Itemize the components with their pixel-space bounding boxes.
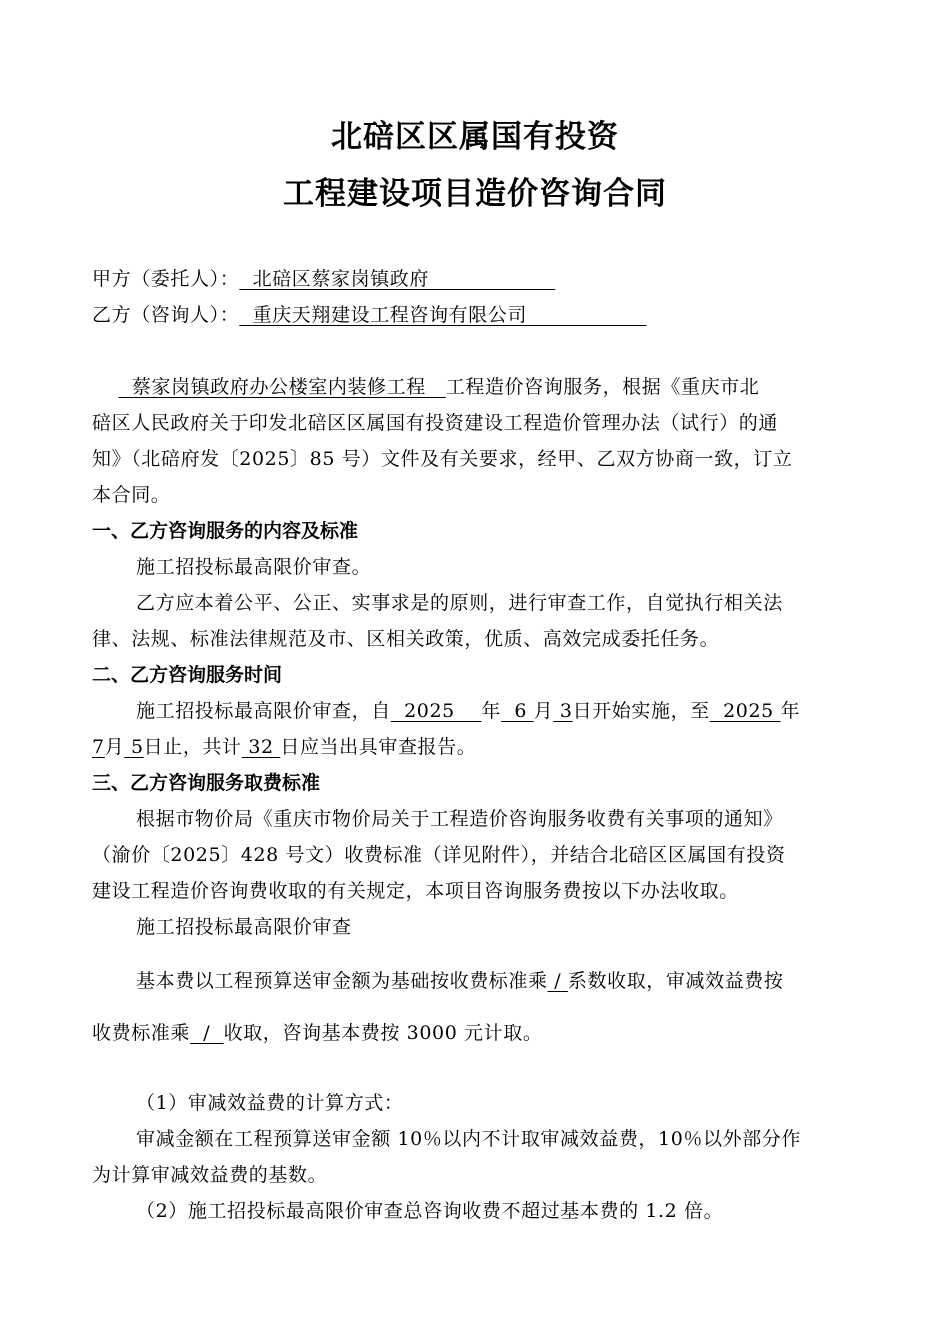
intro-line-1: 蔡家岗镇政府办公楼室内装修工程 工程造价咨询服务，根据《重庆市北 [92, 374, 892, 400]
end-year: 2025 [723, 700, 774, 722]
end-month: 7 [92, 736, 105, 758]
section-2-line-1: 施工招投标最高限价审查，自 2025 年 6 月 3日开始实施，至 2025 年 [136, 700, 801, 722]
coefficient-1: / [554, 970, 562, 992]
title-line-1: 北碚区区属国有投资 [331, 119, 619, 155]
party-a-value: 北碚区蔡家岗镇政府 [252, 268, 429, 290]
intro-line-3: 知》（北碚府发〔2025〕85 号）文件及有关要求，经甲、乙双方协商一致，订立 [92, 448, 793, 470]
coefficient-2: / [203, 1022, 211, 1044]
section-2-line-2: 7月 5日止，共计 32 日应当出具审查报告。 [92, 736, 477, 758]
section-3-p4: 收费标准乘 / 收取，咨询基本费按 3000 元计取。 [92, 1022, 543, 1044]
calc-heading: （1）审减效益费的计算方式： [136, 1092, 404, 1114]
total-days: 32 [248, 736, 274, 758]
section-3-p1-line3: 建设工程造价咨询费收取的有关规定，本项目咨询服务费按以下办法收取。 [92, 880, 739, 902]
intro-line-2: 碚区人民政府关于印发北碚区区属国有投资建设工程造价管理办法（试行）的通 [92, 412, 779, 434]
section-3-heading: 三、乙方咨询服务取费标准 [92, 772, 321, 794]
section-1-p2-line2: 律、法规、标准法律规范及市、区相关政策，优质、高效完成委托任务。 [92, 628, 720, 650]
intro-line-4: 本合同。 [92, 484, 171, 506]
party-b-row [92, 302, 892, 328]
party-b-value: 重庆天翔建设工程咨询有限公司 [252, 304, 527, 326]
start-month: 6 [514, 700, 528, 722]
title-line-2: 工程建设项目造价咨询合同 [283, 176, 667, 212]
note-2: （2）施工招投标最高限价审查总咨询收费不超过基本费的 1.2 倍。 [136, 1200, 724, 1222]
end-day: 5 [130, 736, 144, 758]
start-day: 3 [559, 700, 573, 722]
section-3-p1-line1: 根据市物价局《重庆市物价局关于工程造价咨询服务收费有关事项的通知》 [136, 808, 783, 830]
section-3-p3: 基本费以工程预算送审金额为基础按收费标准乘 / 系数收取，审减效益费按 [136, 970, 784, 992]
section-1-p1: 施工招投标最高限价审查。 [136, 556, 372, 578]
start-year: 2025 [404, 700, 455, 722]
section-3-p2: 施工招投标最高限价审查 [136, 916, 352, 938]
calc-line-1: 审减金额在工程预算送审金额 10％以内不计取审减效益费，10％以外部分作 [136, 1128, 801, 1150]
section-2-heading: 二、乙方咨询服务时间 [92, 664, 283, 686]
project-name: 蔡家岗镇政府办公楼室内装修工程 [131, 376, 426, 398]
section-1-p2-line1: 乙方应本着公平、公正、实事求是的原则，进行审查工作，自觉执行相关法 [136, 592, 783, 614]
party-b-label: 乙方（咨询人）： [92, 304, 240, 326]
calc-line-2: 为计算审减效益费的基数。 [92, 1164, 328, 1186]
section-3-p1-line2: （渝价〔2025〕428 号文）收费标准（详见附件），并结合北碚区区属国有投资 [92, 844, 786, 866]
section-1-heading: 一、乙方咨询服务的内容及标准 [92, 520, 359, 542]
party-a-label: 甲方（委托人）： [92, 268, 240, 290]
party-a-row [92, 266, 892, 292]
